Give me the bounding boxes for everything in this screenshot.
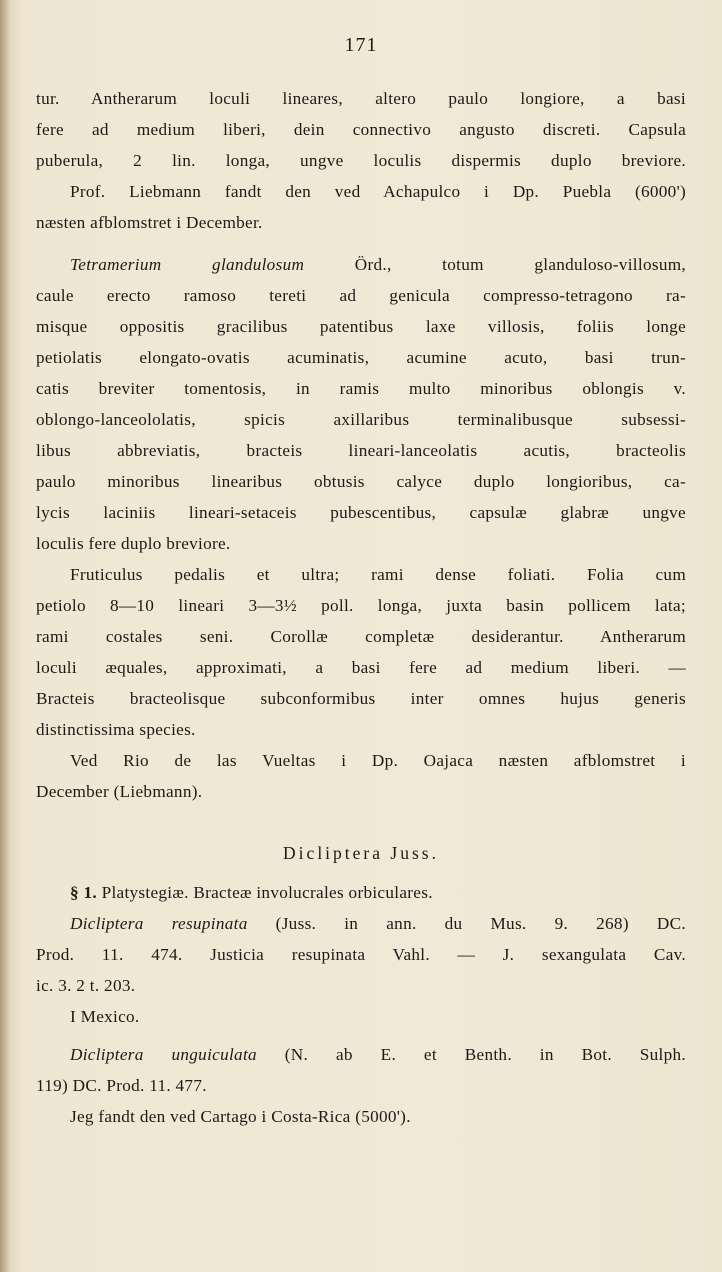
text-line: Prof. Liebmann fandt den ved Achapulco i Dp. Puebla (6000') bbox=[70, 182, 686, 201]
text-line: Bracteis bracteolisque subconformibus inter omnes hujus generis bbox=[36, 689, 686, 708]
text-line: Jeg fandt den ved Cartago i Costa-Rica (5000'). bbox=[70, 1107, 411, 1126]
section-description: Platystegiæ. Bracteæ involucrales orbiculares. bbox=[101, 883, 433, 902]
text-line: næsten afblomstret i December. bbox=[36, 213, 263, 232]
text-line: caule erecto ramoso tereti ad genicula compresso-tetragono ra- bbox=[36, 286, 686, 305]
species-reference: (Juss. in ann. du Mus. 9. 268) DC. bbox=[275, 914, 686, 933]
text-line: catis breviter tomentosis, in ramis multo minoribus oblongis v. bbox=[36, 379, 686, 398]
species-heading-line bbox=[36, 254, 686, 276]
text-line: distinctissima species. bbox=[36, 720, 196, 739]
species-heading-line bbox=[36, 913, 686, 935]
species-heading-line bbox=[36, 1044, 686, 1066]
species-reference: (N. ab E. et Benth. in Bot. Sulph. bbox=[284, 1045, 686, 1064]
section-heading: Dicliptera Juss. bbox=[283, 843, 439, 863]
section-symbol: § 1. bbox=[70, 883, 97, 902]
species-name: Tetramerium glandulosum bbox=[70, 255, 305, 274]
species-name: Dicliptera resupinata bbox=[70, 914, 248, 933]
text-line: I Mexico. bbox=[70, 1007, 140, 1026]
page-number: 171 bbox=[344, 34, 378, 56]
text-line: Ved Rio de las Vueltas i Dp. Oajaca næsten afblomstret i bbox=[70, 751, 686, 770]
species-name: Dicliptera unguiculata bbox=[70, 1045, 257, 1064]
text-line: Prod. 11. 474. Justicia resupinata Vahl. — J. sexangulata Cav. bbox=[36, 945, 686, 964]
gutter-shadow bbox=[0, 0, 10, 1272]
text-line: paulo minoribus linearibus obtusis calyce duplo longioribus, ca- bbox=[36, 472, 686, 491]
text-line: fere ad medium liberi, dein connectivo angusto discreti. Capsula bbox=[36, 120, 686, 139]
text-line: December (Liebmann). bbox=[36, 782, 203, 801]
text-line: loculis fere duplo breviore. bbox=[36, 534, 231, 553]
text-line: rami costales seni. Corollæ completæ desiderantur. Antherarum bbox=[36, 627, 686, 646]
text-line: oblongo-lanceololatis, spicis axillaribus terminalibusque subsessi- bbox=[36, 410, 686, 429]
text-line: 119) DC. Prod. 11. 477. bbox=[36, 1076, 207, 1095]
section-paragraph bbox=[36, 882, 686, 904]
text-line: petiolatis elongato-ovatis acuminatis, acumine acuto, basi trun- bbox=[36, 348, 686, 367]
text-line: loculi æquales, approximati, a basi fere ad medium liberi. — bbox=[36, 658, 686, 677]
text-line: petiolo 8—10 lineari 3—3½ poll. longa, juxta basin pollicem lata; bbox=[36, 596, 686, 615]
text-line: Fruticulus pedalis et ultra; rami dense foliati. Folia cum bbox=[70, 565, 686, 584]
text-line: lycis laciniis lineari-setaceis pubescentibus, capsulæ glabræ ungve bbox=[36, 503, 686, 522]
text-line: ic. 3. 2 t. 203. bbox=[36, 976, 136, 995]
species-description-start: Örd., totum glanduloso-villosum, bbox=[354, 255, 686, 274]
text-line: puberula, 2 lin. longa, ungve loculis dispermis duplo breviore. bbox=[36, 151, 686, 170]
text-line: libus abbreviatis, bracteis lineari-lanceolatis acutis, bracteolis bbox=[36, 441, 686, 460]
text-line: misque oppositis gracilibus patentibus laxe villosis, foliis longe bbox=[36, 317, 686, 336]
text-line: tur. Antherarum loculi lineares, altero paulo longiore, a basi bbox=[36, 89, 686, 108]
